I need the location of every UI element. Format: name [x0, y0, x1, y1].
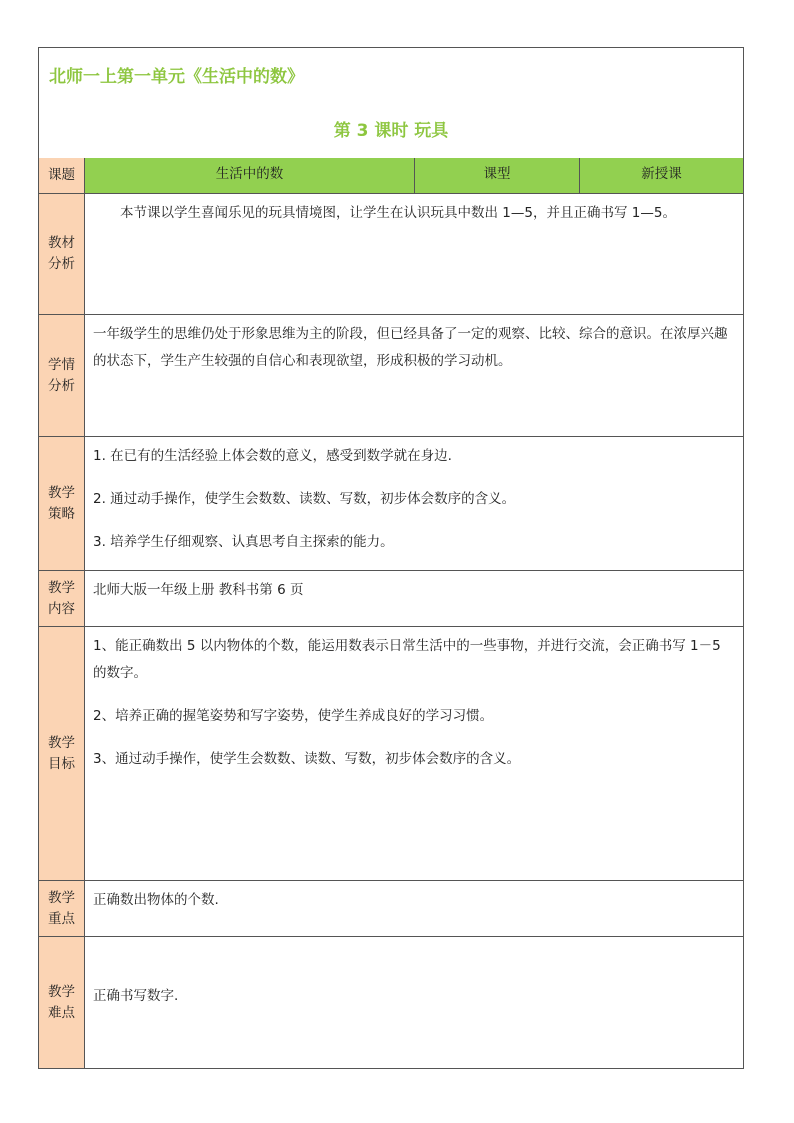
- teaching-strategy-label: 教学策略: [39, 437, 85, 570]
- teaching-content-content: [85, 571, 743, 626]
- teaching-goals-content: [85, 627, 743, 880]
- key-point-label: 教学重点: [39, 881, 85, 936]
- material-analysis-label: 教材分析: [39, 194, 85, 314]
- learner-analysis-content: [85, 315, 743, 436]
- strategy-item: 1. 在已有的生活经验上体会数的意义，感受到数学就在身边.: [93, 448, 452, 464]
- learner-analysis-label: 学情分析: [39, 315, 85, 436]
- strategy-item: 3. 培养学生仔细观察、认真思考自主探索的能力。: [93, 534, 394, 550]
- course-type-value: 新授课: [641, 166, 682, 182]
- teaching-content-text: 北师大版一年级上册 教科书第 6 页: [93, 582, 304, 598]
- difficulty-label: 教学难点: [39, 937, 85, 1068]
- teaching-strategy-row: [39, 437, 743, 571]
- difficulty-text: 正确书写数字.: [93, 988, 179, 1004]
- material-analysis-row: [39, 194, 743, 315]
- teaching-goals-row: [39, 627, 743, 881]
- strategy-item: 2. 通过动手操作，使学生会数数、读数、写数，初步体会数序的含义。: [93, 491, 516, 507]
- course-type-label: 课型: [415, 158, 580, 193]
- difficulty-content: [85, 937, 743, 1068]
- course-row: [39, 158, 743, 194]
- learner-analysis-row: [39, 315, 743, 437]
- key-point-row: [39, 881, 743, 937]
- key-point-text: 正确数出物体的个数.: [93, 892, 219, 908]
- teaching-content-row: [39, 571, 743, 627]
- key-point-content: [85, 881, 743, 936]
- learner-analysis-text: 一年级学生的思维仍处于形象思维为主的阶段，但已经具备了一定的观察、比较、综合的意识。在浓厚兴趣的状态下，学生产生较强的自信心和表现欲望，形成积极的学习动机。: [93, 326, 728, 369]
- difficulty-row: [39, 937, 743, 1068]
- teaching-content-label: 教学内容: [39, 571, 85, 626]
- course-topic: 生活中的数: [85, 158, 415, 193]
- lesson-subtitle: 第 3 课时 玩具: [333, 121, 449, 141]
- goal-item: 2、培养正确的握笔姿势和写字姿势，使学生养成良好的学习习惯。: [93, 708, 494, 724]
- document-header: [39, 48, 743, 159]
- goal-item: 3、通过动手操作，使学生会数数、读数、写数，初步体会数序的含义。: [93, 751, 521, 767]
- lesson-plan-document: [38, 47, 744, 1069]
- material-analysis-content: [85, 194, 743, 314]
- course-label: 课题: [39, 158, 85, 193]
- teaching-strategy-content: [85, 437, 743, 570]
- goal-item: 1、能正确数出 5 以内物体的个数，能运用数表示日常生活中的一些事物，并进行交流，会正确书写 1－5 的数字。: [93, 638, 721, 681]
- teaching-goals-label: 教学目标: [39, 627, 85, 880]
- main-title: 北师一上第一单元《生活中的数》: [49, 67, 304, 87]
- material-analysis-text: 本节课以学生喜闻乐见的玩具情境图，让学生在认识玩具中数出 1—5，并且正确书写 1—5。: [120, 205, 676, 221]
